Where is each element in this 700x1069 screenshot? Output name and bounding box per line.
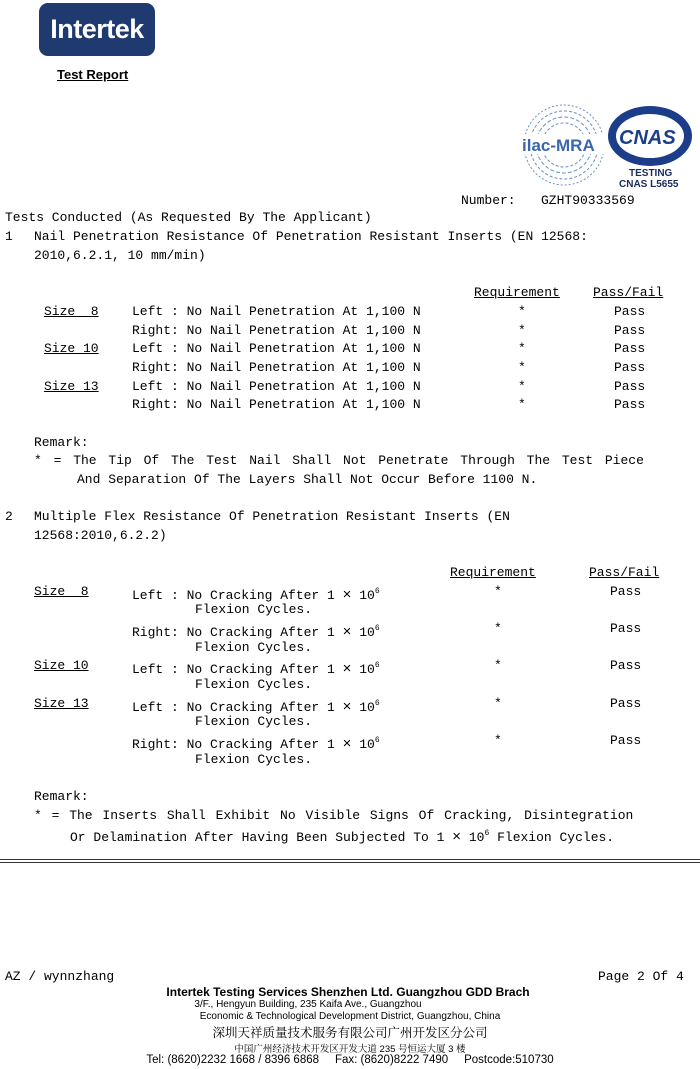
author-initials: AZ / wynnzhang (5, 969, 115, 984)
test2-row-continuation: Flexion Cycles. (195, 602, 313, 617)
result-pass: Pass (610, 696, 642, 711)
address-line-2: Economic & Technological Development District, Guangzhou, China (199, 1011, 501, 1022)
size-label: Size 8 (34, 584, 89, 599)
result-pass: Pass (614, 341, 646, 356)
size-label: Size 10 (34, 658, 89, 673)
result-pass: Pass (610, 658, 642, 673)
ilac-mra-seal-icon (520, 105, 608, 185)
test1-passfail-header: Pass/Fail (593, 285, 664, 300)
number-label: Number: (461, 193, 516, 208)
cnas-number: CNAS L5655 (619, 179, 679, 190)
test1-title-line1: Nail Penetration Resistance Of Penetration Resistant Inserts (EN 12568: (34, 229, 588, 244)
result-pass: Pass (610, 621, 642, 636)
test2-row-continuation: Flexion Cycles. (195, 752, 313, 767)
requirement-mark: * (518, 360, 526, 375)
requirement-mark: * (494, 584, 502, 599)
logo-text: Intertek (50, 14, 144, 44)
result-pass: Pass (614, 360, 646, 375)
page-indicator: Page 2 Of 4 (598, 969, 684, 984)
requirement-mark: * (518, 397, 526, 412)
test2-title-line1: Multiple Flex Resistance Of Penetration Resistant Inserts (EN (34, 509, 510, 524)
requirement-mark: * (494, 733, 502, 748)
test2-row-text: Left : No Cracking After $1 \times 10^6$ (132, 586, 380, 603)
test2-remark-line1: * = The Inserts Shall Exhibit No Visible Signs Of Cracking, Disintegration (34, 808, 634, 823)
test1-row-text: Left : No Nail Penetration At 1,100 N (132, 341, 421, 356)
test1-row-text: Right: No Nail Penetration At 1,100 N (132, 397, 421, 412)
test1-row-text: Left : No Nail Penetration At 1,100 N (132, 379, 421, 394)
test2-row-continuation: Flexion Cycles. (195, 640, 313, 655)
test2-row-text: Right: No Cracking After $1 \times 10^6$ (132, 735, 380, 752)
requirement-mark: * (494, 658, 502, 673)
result-pass: Pass (614, 323, 646, 338)
address-cn: 中国广州经济技术开发区开发大道 235 号恒运大厦 3 楼 (234, 1044, 466, 1055)
result-pass: Pass (614, 304, 646, 319)
svg-text:CNAS: CNAS (619, 127, 676, 149)
requirement-mark: * (518, 379, 526, 394)
result-pass: Pass (610, 584, 642, 599)
test2-row-text: Left : No Cracking After $1 \times 10^6$ (132, 698, 380, 715)
report-number: GZHT90333569 (541, 193, 635, 208)
test1-remark-label: Remark: (34, 435, 89, 450)
test2-row-continuation: Flexion Cycles. (195, 714, 313, 729)
address-line-1: 3/F., Hengyun Building, 235 Kaifa Ave., Guangzhou (194, 999, 422, 1010)
company-name: Intertek Testing Services Shenzhen Ltd. Guangzhou GDD Brach (166, 985, 530, 999)
test2-remark-line2: Or Delamination After Having Been Subjected To $1 \times 10^6$ Flexion Cycles. (70, 828, 615, 845)
test2-title-line2: 12568:2010,6.2.2) (34, 528, 167, 543)
cnas-logo-icon (608, 106, 692, 166)
test2-passfail-header: Pass/Fail (589, 565, 660, 580)
requirement-mark: * (494, 696, 502, 711)
requirement-mark: * (518, 323, 526, 338)
test1-title-line2: 2010,6.2.1, 10 mm/min) (34, 248, 206, 263)
test2-row-text: Right: No Cracking After $1 \times 10^6$ (132, 623, 380, 640)
testing-label: TESTING (629, 168, 673, 179)
company-name-cn: 深圳天祥质量技术服务有限公司广州开发区分公司 (212, 1026, 488, 1040)
test2-remark-label: Remark: (34, 789, 89, 804)
tests-title: Tests Conducted (As Requested By The Applicant) (5, 210, 372, 225)
divider-line (0, 859, 700, 860)
requirement-mark: * (494, 621, 502, 636)
size-label: Size 8 (44, 304, 99, 319)
report-title: Test Report (57, 67, 129, 82)
result-pass: Pass (610, 733, 642, 748)
size-label: Size 13 (34, 696, 89, 711)
requirement-mark: * (518, 304, 526, 319)
result-pass: Pass (614, 379, 646, 394)
test1-number: 1 (5, 229, 13, 244)
contact-info: Tel: (8620)2232 1668 / 8396 6868 Fax: (8620)8222 7490 Postcode:510730 (146, 1054, 554, 1066)
test2-row-continuation: Flexion Cycles. (195, 677, 313, 692)
size-label: Size 13 (44, 379, 99, 394)
test1-row-text: Right: No Nail Penetration At 1,100 N (132, 323, 421, 338)
test1-row-text: Right: No Nail Penetration At 1,100 N (132, 360, 421, 375)
requirement-mark: * (518, 341, 526, 356)
test1-row-text: Left : No Nail Penetration At 1,100 N (132, 304, 421, 319)
intertek-logo (39, 3, 155, 56)
test1-remark-line1: * = The Tip Of The Test Nail Shall Not Penetrate Through The Test Piece (34, 453, 644, 468)
test1-remark-line2: And Separation Of The Layers Shall Not Occur Before 1100 N. (77, 472, 538, 487)
test2-row-text: Left : No Cracking After $1 \times 10^6$ (132, 660, 380, 677)
test2-requirement-header: Requirement (450, 565, 536, 580)
test2-number: 2 (5, 509, 13, 524)
result-pass: Pass (614, 397, 646, 412)
size-label: Size 10 (44, 341, 99, 356)
divider-line (0, 862, 700, 863)
test1-requirement-header: Requirement (474, 285, 560, 300)
svg-text:ilac-MRA: ilac-MRA (522, 136, 595, 155)
